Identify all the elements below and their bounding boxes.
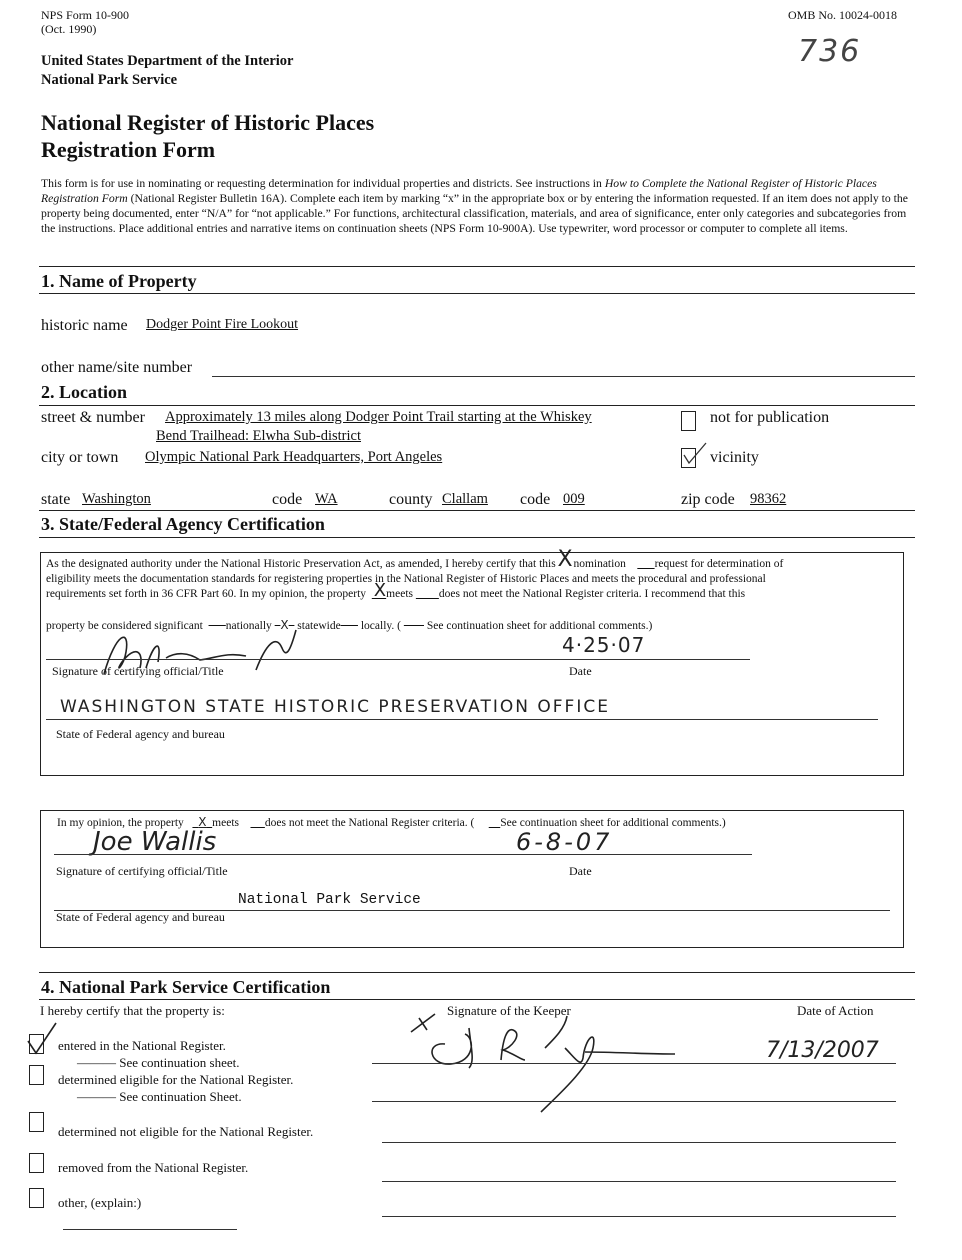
date-label: Date xyxy=(569,664,592,678)
option-other: other, (explain:) xyxy=(58,1195,142,1210)
not-eligible-checkbox[interactable] xyxy=(29,1112,44,1132)
locally-option[interactable]: locally. ( xyxy=(360,620,401,632)
street-label: street & number xyxy=(41,409,145,426)
section-1-heading: 1. Name of Property xyxy=(41,271,197,291)
opinion-see-continuation[interactable]: See continuation sheet for additional comments.) xyxy=(500,817,726,829)
keeper-signature-icon xyxy=(405,1008,705,1116)
agency-label-2: State of Federal agency and bureau xyxy=(56,910,225,924)
form-subtitle: Registration Form xyxy=(41,137,216,162)
eligible-checkbox[interactable] xyxy=(29,1065,44,1085)
historic-name-label: historic name xyxy=(41,317,128,334)
other-name-label: other name/site number xyxy=(41,359,193,376)
state-label: state xyxy=(41,491,71,508)
city-value[interactable]: Olympic National Park Headquarters, Port Angeles xyxy=(145,449,443,465)
county-code-label: code xyxy=(520,491,551,508)
option-removed: removed from the National Register. xyxy=(58,1160,249,1175)
state-signature-date: 4·25·07 xyxy=(562,633,646,657)
nomination-x-mark: X xyxy=(557,547,573,572)
form-title: National Register of Historic Places xyxy=(41,110,375,135)
option-entered-continuation[interactable]: ——— See continuation sheet. xyxy=(77,1055,240,1070)
handwritten-number: 736 xyxy=(798,34,862,69)
action-date-value: 7/13/2007 xyxy=(766,1038,879,1063)
state-agency-handwritten: WASHINGTON STATE HISTORIC PRESERVATION OFFICE xyxy=(60,697,610,717)
option-not-eligible: determined not eligible for the National Register. xyxy=(58,1124,314,1139)
form-number: NPS Form 10-900 xyxy=(41,8,130,22)
opinion-meets-option[interactable]: meets xyxy=(212,817,239,829)
certification-text: As the designated authority under the National Historic Preservation Act, as amended, I hereby certify that this X nomination request for determination of eligibility meets the documentation standards for registering properties in the National Register of Historic Places and meets the procedural and professional requirements set forth in 36 CFR Part 60. In my opinion, the property X meets does not meet the National Register criteria. I recommend that this property be considered significant nationally X statewide locally. ( See continuation sheet for additional comments.) xyxy=(46,547,784,632)
check-mark-icon xyxy=(680,441,710,467)
county-code-value[interactable]: 009 xyxy=(563,491,585,507)
signature-label: Signature of certifying official/Title xyxy=(52,664,224,678)
zip-label: zip code xyxy=(681,491,735,508)
instructions-paragraph: This form is for use in nominating or requesting determination for individual properties and districts. See instructions in How to Complete the National Register of Historic Places Registration Form (National Register Bulletin 16A). Complete each item by marking “x” in the appropriate box or by entering the information requested. If an item does not apply to the property being documented, enter “N/A” for “not applicable.” For functions, architectural classification, materials, and area of significance, enter only categories and subcategories from the instructions. Place additional entries and narrative items on continuation sheets (NPS Form 10-900A). Use typewriter, word processor or computer to complete all items. xyxy=(41,177,908,235)
vicinity-checkbox[interactable] xyxy=(681,448,696,468)
section-3-heading: 3. State/Federal Agency Certification xyxy=(41,514,325,534)
date-of-action-label: Date of Action xyxy=(797,1003,874,1018)
department-name: United States Department of the Interior xyxy=(41,53,294,69)
city-label: city or town xyxy=(41,449,119,466)
option-eligible-continuation[interactable]: ——— See continuation Sheet. xyxy=(77,1089,242,1104)
opinion-not-meet-option[interactable]: does not meet the National Register criteria. ( xyxy=(264,817,475,829)
signature-label-2: Signature of certifying official/Title xyxy=(56,864,228,878)
county-label: county xyxy=(389,491,433,508)
state-value[interactable]: Washington xyxy=(82,491,151,507)
street-line-1[interactable]: Approximately 13 miles along Dodger Point Trail starting at the Whiskey xyxy=(165,409,592,425)
street-line-2[interactable]: Bend Trailhead: Elwha Sub-district xyxy=(156,428,361,444)
zip-value[interactable]: 98362 xyxy=(750,491,787,507)
opinion-line: In my opinion, the property X meets does not meet the National Register criteria. ( See continuation sheet for additional comments.) xyxy=(57,815,726,829)
certify-statement: I hereby certify that the property is: xyxy=(40,1003,225,1018)
nomination-option[interactable]: nomination xyxy=(573,558,626,570)
county-value[interactable]: Clallam xyxy=(442,491,488,507)
not-meet-option[interactable]: does not meet the National Register criteria. I recommend that this xyxy=(438,588,746,600)
section-4-heading: 4. National Park Service Certification xyxy=(41,977,331,997)
federal-agency-value[interactable]: National Park Service xyxy=(238,892,421,908)
historic-name-value[interactable]: Dodger Point Fire Lookout xyxy=(146,317,299,332)
statewide-option[interactable]: statewide xyxy=(297,620,341,632)
omb-number: OMB No. 10024-0018 xyxy=(788,8,898,22)
agency-label: State of Federal agency and bureau xyxy=(56,727,225,741)
vicinity-label: vicinity xyxy=(710,449,759,466)
section-2-heading: 2. Location xyxy=(41,382,128,402)
form-date: (Oct. 1990) xyxy=(41,22,97,36)
other-checkbox[interactable] xyxy=(29,1188,44,1208)
request-option[interactable]: request for determination of xyxy=(654,558,784,570)
option-eligible: determined eligible for the National Register. xyxy=(58,1072,294,1087)
nationally-option[interactable]: nationally xyxy=(225,620,272,632)
state-code-label: code xyxy=(272,491,303,508)
removed-checkbox[interactable] xyxy=(29,1153,44,1173)
not-for-publication-label: not for publication xyxy=(710,409,830,426)
entered-checkbox[interactable] xyxy=(29,1034,44,1054)
not-for-publication-checkbox[interactable] xyxy=(681,411,696,431)
option-entered: entered in the National Register. xyxy=(58,1038,226,1053)
federal-signature: Joe Wallis xyxy=(93,827,217,857)
keeper-signature-label: Signature of the Keeper xyxy=(447,1003,571,1018)
statewide-x-mark: X xyxy=(280,618,289,632)
state-code-value[interactable]: WA xyxy=(315,491,338,507)
check-mark-icon xyxy=(24,1019,58,1055)
date-label-2: Date xyxy=(569,864,592,878)
agency-name: National Park Service xyxy=(41,72,178,88)
meets-option[interactable]: meets xyxy=(386,588,413,600)
see-continuation-option[interactable]: See continuation sheet for additional comments.) xyxy=(426,620,653,632)
federal-signature-date: 6-8-07 xyxy=(516,828,613,856)
